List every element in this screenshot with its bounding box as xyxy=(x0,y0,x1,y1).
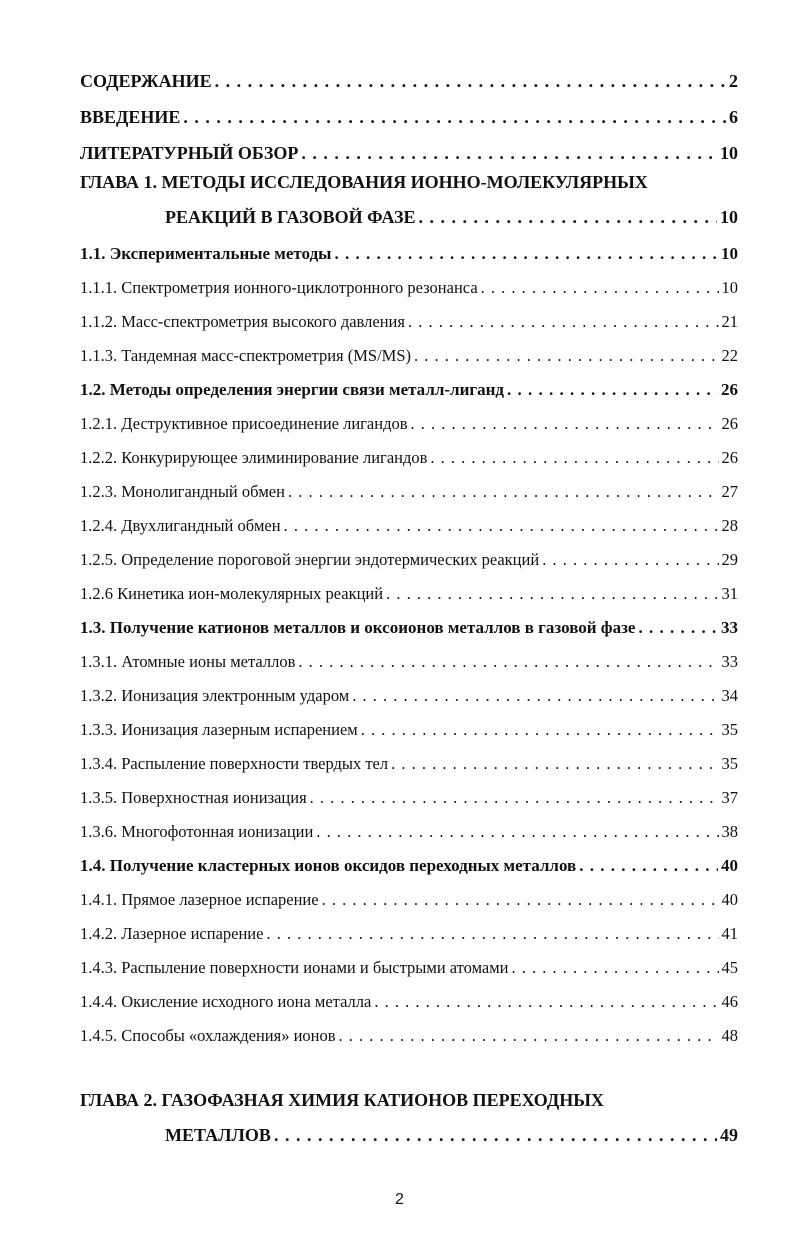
toc-page-number: 34 xyxy=(721,686,738,705)
toc-entry-chapter2 xyxy=(165,1118,738,1148)
toc-title: 1.1.2. Масс-спектрометрия высокого давления xyxy=(80,312,405,331)
toc-entry-chapter1 xyxy=(165,200,738,230)
leader-dots xyxy=(310,788,719,808)
toc-title: 1.3.6. Многофотонная ионизации xyxy=(80,822,314,841)
toc-entry-1-3 xyxy=(80,610,738,640)
toc-entry-contents xyxy=(80,64,738,94)
toc-page-number: 10 xyxy=(720,207,738,227)
toc-title: 1.2.6 Кинетика ион-молекулярных реакций xyxy=(80,584,384,603)
toc-title: ЛИТЕРАТУРНЫЙ ОБЗОР xyxy=(80,143,299,163)
toc-entry-1-2-4 xyxy=(80,508,738,538)
toc-title: 1.4.2. Лазерное испарение xyxy=(80,924,264,943)
leader-dots xyxy=(274,1125,717,1146)
toc-title: 1.3.5. Поверхностная ионизация xyxy=(80,788,307,807)
toc-page-number: 26 xyxy=(721,380,738,399)
leader-dots xyxy=(334,244,718,264)
leader-dots xyxy=(316,822,718,842)
toc-entry-1-4-2 xyxy=(80,916,738,946)
leader-dots xyxy=(512,958,719,978)
leader-dots xyxy=(339,1026,719,1046)
leader-dots xyxy=(579,856,718,876)
toc-title: СОДЕРЖАНИЕ xyxy=(80,71,212,91)
toc-entry-1-1 xyxy=(80,236,738,266)
toc-title: 1.3.1. Атомные ионы металлов xyxy=(80,652,296,671)
toc-page-number: 41 xyxy=(721,924,738,943)
leader-dots xyxy=(301,143,717,164)
toc-entry-1-1-2 xyxy=(80,304,738,334)
toc-page-number: 10 xyxy=(720,143,738,163)
toc-title: 1.3.3. Ионизация лазерным испарением xyxy=(80,720,358,739)
leader-dots xyxy=(288,482,719,502)
toc-page-number: 37 xyxy=(721,788,738,807)
toc-entry-1-2-5 xyxy=(80,542,738,572)
toc-title: 1.3.2. Ионизация электронным ударом xyxy=(80,686,350,705)
toc-title: 1.3. Получение катионов металлов и оксоионов металлов в газовой фазе xyxy=(80,618,636,637)
leader-dots xyxy=(638,618,718,638)
toc-title: 1.2.2. Конкурирующее элиминирование лигандов xyxy=(80,448,428,467)
toc-page-number: 33 xyxy=(721,652,738,671)
toc-entry-1-4-3 xyxy=(80,950,738,980)
toc-page-number: 28 xyxy=(721,516,738,535)
leader-dots xyxy=(352,686,718,706)
chapter2-title-line1: ГЛАВА 2. ГАЗОФАЗНАЯ ХИМИЯ КАТИОНОВ ПЕРЕХОДНЫХ xyxy=(80,1090,604,1110)
toc-entry-1-2 xyxy=(80,372,738,402)
toc-page-number: 22 xyxy=(721,346,738,365)
toc-page-number: 49 xyxy=(720,1125,738,1145)
leader-dots xyxy=(183,107,726,128)
leader-dots xyxy=(374,992,718,1012)
toc-title: 1.3.4. Распыление поверхности твердых тел xyxy=(80,754,389,773)
toc-page-number: 27 xyxy=(721,482,738,501)
toc-entry-1-3-6 xyxy=(80,814,738,844)
leader-dots xyxy=(507,380,718,400)
chapter1-title-line1: ГЛАВА 1. МЕТОДЫ ИССЛЕДОВАНИЯ ИОННО-МОЛЕКУЛЯРНЫХ xyxy=(80,172,648,192)
toc-page-number: 26 xyxy=(721,414,738,433)
toc-page-number: 10 xyxy=(721,278,738,297)
page-number: 2 xyxy=(395,1191,404,1208)
toc-title: 1.4.1. Прямое лазерное испарение xyxy=(80,890,319,909)
toc-entry-introduction xyxy=(80,100,738,130)
toc-entry-1-3-3 xyxy=(80,712,738,742)
toc-page-number: 31 xyxy=(721,584,738,603)
toc-title: 1.2.5. Определение пороговой энергии эндотермических реакций xyxy=(80,550,540,569)
toc-page-number: 40 xyxy=(721,856,738,875)
toc-page-number: 46 xyxy=(721,992,738,1011)
leader-dots xyxy=(430,448,718,468)
toc-title: 1.1.1. Спектрометрия ионного-циклотронного резонанса xyxy=(80,278,478,297)
leader-dots xyxy=(414,346,718,366)
leader-dots xyxy=(419,207,718,228)
leader-dots xyxy=(481,278,719,298)
toc-title: 1.4.4. Окисление исходного иона металла xyxy=(80,992,372,1011)
toc-entry-1-2-1 xyxy=(80,406,738,436)
toc-page-number: 2 xyxy=(729,71,738,91)
toc-page-number: 21 xyxy=(721,312,738,331)
leader-dots xyxy=(408,312,719,332)
toc-entry-1-4-5 xyxy=(80,1018,738,1048)
chapter1-title-line2: РЕАКЦИЙ В ГАЗОВОЙ ФАЗЕ xyxy=(165,207,416,227)
toc-title: 1.1. Экспериментальные методы xyxy=(80,244,332,263)
toc-entry-literature-review xyxy=(80,136,738,166)
toc-entry-1-1-1 xyxy=(80,270,738,300)
toc-title: 1.2.4. Двухлигандный обмен xyxy=(80,516,281,535)
toc-title: 1.2.1. Деструктивное присоединение лигандов xyxy=(80,414,408,433)
toc-entry-1-4 xyxy=(80,848,738,878)
toc-page-number: 29 xyxy=(721,550,738,569)
toc-page-number: 6 xyxy=(729,107,738,127)
leader-dots xyxy=(386,584,718,604)
toc-entry-1-4-1 xyxy=(80,882,738,912)
leader-dots xyxy=(322,890,719,910)
toc-entry-1-3-2 xyxy=(80,678,738,708)
leader-dots xyxy=(284,516,719,536)
toc-title: 1.4.3. Распыление поверхности ионами и быстрыми атомами xyxy=(80,958,509,977)
toc-title: 1.1.3. Тандемная масс-спектрометрия (MS/MS) xyxy=(80,346,412,365)
toc-entry-1-1-3 xyxy=(80,338,738,368)
toc-title: 1.2. Методы определения энергии связи металл-лиганд xyxy=(80,380,505,399)
leader-dots xyxy=(266,924,718,944)
leader-dots xyxy=(391,754,718,774)
toc-entry-1-4-4 xyxy=(80,984,738,1014)
chapter2-title-line2: МЕТАЛЛОВ xyxy=(165,1125,271,1145)
toc-page-number: 45 xyxy=(721,958,738,977)
leader-dots xyxy=(298,652,718,672)
toc-page-number: 40 xyxy=(721,890,738,909)
toc-title: ВВЕДЕНИЕ xyxy=(80,107,181,127)
toc-page-number: 48 xyxy=(721,1026,738,1045)
leader-dots xyxy=(215,71,726,92)
toc-page-number: 35 xyxy=(721,720,738,739)
toc-page-number: 10 xyxy=(721,244,738,263)
toc-page-number: 38 xyxy=(721,822,738,841)
toc-entry-1-3-1 xyxy=(80,644,738,674)
toc-title: 1.4.5. Способы «охлаждения» ионов xyxy=(80,1026,336,1045)
toc-page-number: 33 xyxy=(721,618,738,637)
toc-entry-1-2-6 xyxy=(80,576,738,606)
toc-page-number: 35 xyxy=(721,754,738,773)
leader-dots xyxy=(411,414,719,434)
toc-entry-1-3-5 xyxy=(80,780,738,810)
toc-entry-1-2-2 xyxy=(80,440,738,470)
toc-title: 1.2.3. Монолигандный обмен xyxy=(80,482,285,501)
toc-title: 1.4. Получение кластерных ионов оксидов переходных металлов xyxy=(80,856,577,875)
leader-dots xyxy=(542,550,718,570)
toc-entry-1-3-4 xyxy=(80,746,738,776)
toc-page-number: 26 xyxy=(721,448,738,467)
toc-entry-1-2-3 xyxy=(80,474,738,504)
leader-dots xyxy=(361,720,719,740)
